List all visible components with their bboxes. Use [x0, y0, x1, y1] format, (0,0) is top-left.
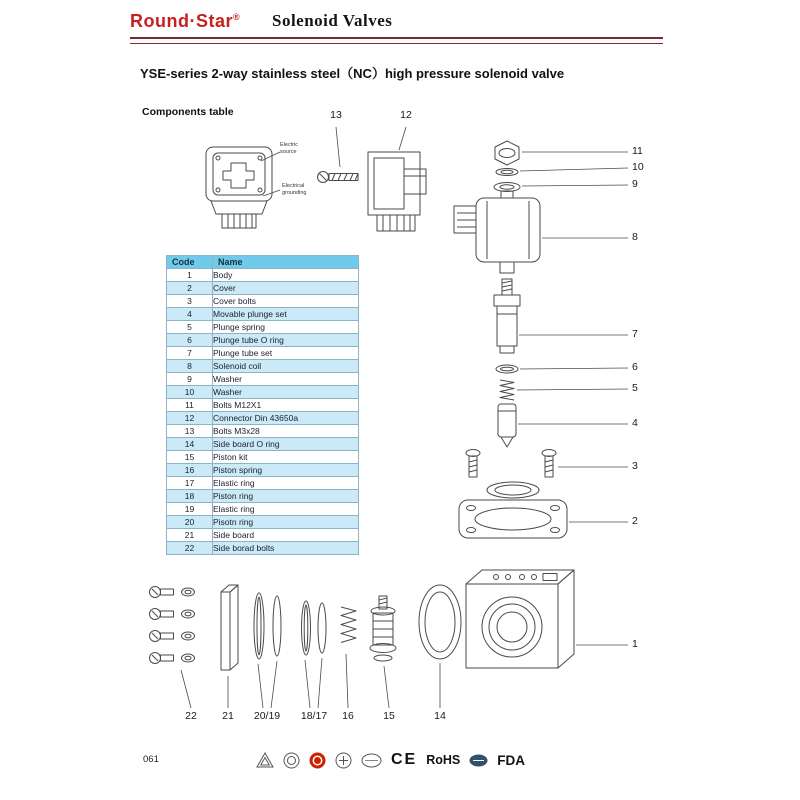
- brand-logo: [130, 11, 240, 32]
- components-table: [166, 255, 359, 555]
- cell-name: Washer: [213, 373, 359, 386]
- table-row: [167, 399, 359, 412]
- part-label-3: 3: [632, 460, 638, 472]
- cell-name: Cover bolts: [213, 295, 359, 308]
- part-label-7: 7: [632, 328, 638, 340]
- table-row: [167, 438, 359, 451]
- part-label-8: 8: [632, 231, 638, 243]
- cell-name: Piston ring: [213, 490, 359, 503]
- part-label-12: 12: [400, 109, 412, 121]
- cell-name: Plunge tube O ring: [213, 334, 359, 347]
- cell-name: Elastic ring: [213, 477, 359, 490]
- fda-mark: FDA: [497, 752, 526, 768]
- table-header-code: Code: [167, 256, 213, 269]
- cell-name: Connector Din 43650a: [213, 412, 359, 425]
- table-row: [167, 425, 359, 438]
- cell-name: Side borad bolts: [213, 542, 359, 555]
- cell-code: 9: [167, 373, 213, 386]
- cell-name: Side board: [213, 529, 359, 542]
- table-row: [167, 347, 359, 360]
- cell-code: 14: [167, 438, 213, 451]
- cell-name: Movable plunge set: [213, 308, 359, 321]
- cell-code: 12: [167, 412, 213, 425]
- cell-name: Piston kit: [213, 451, 359, 464]
- table-row: [167, 308, 359, 321]
- cell-name: Pisotn ring: [213, 516, 359, 529]
- cell-name: Piston spring: [213, 464, 359, 477]
- document-title: Solenoid Valves: [272, 11, 393, 30]
- table-row: [167, 464, 359, 477]
- cell-code: 3: [167, 295, 213, 308]
- cell-code: 11: [167, 399, 213, 412]
- cert-oval-icon: [361, 753, 382, 768]
- header-rule-thin: [130, 43, 663, 44]
- part-label-6: 6: [632, 361, 638, 373]
- certifications-row: [256, 749, 525, 771]
- cell-name: Bolts M3x28: [213, 425, 359, 438]
- part-label-18-17: 18/17: [300, 710, 328, 722]
- cell-name: Plunge spring: [213, 321, 359, 334]
- table-row: [167, 529, 359, 542]
- annotation-electric-source: Electric source: [280, 142, 299, 155]
- cert-circle-icon-1: [283, 752, 300, 769]
- annotation-electrical-grounding: Electrical grounding: [282, 183, 307, 196]
- cell-code: 5: [167, 321, 213, 334]
- rohs-mark: RoHS: [426, 753, 461, 767]
- part-label-13: 13: [330, 109, 342, 121]
- table-row: [167, 516, 359, 529]
- part-label-4: 4: [632, 417, 638, 429]
- part-label-20-19: 20/19: [253, 710, 281, 722]
- table-row: [167, 490, 359, 503]
- cell-code: 17: [167, 477, 213, 490]
- table-row: [167, 386, 359, 399]
- part-label-9: 9: [632, 178, 638, 190]
- ce-mark: CE: [391, 751, 418, 768]
- part-label-11: 11: [632, 145, 643, 157]
- table-row: [167, 412, 359, 425]
- table-header-row: [167, 256, 359, 269]
- table-row: [167, 269, 359, 282]
- cell-name: Washer: [213, 386, 359, 399]
- page-title: YSE-series 2-way stainless steel（NC）high pressure solenoid valve: [140, 66, 565, 81]
- part-label-15: 15: [383, 710, 395, 722]
- part-label-14: 14: [434, 710, 446, 722]
- registered-mark: ®: [233, 12, 241, 22]
- part-label-21: 21: [222, 710, 234, 722]
- cell-code: 13: [167, 425, 213, 438]
- cell-code: 18: [167, 490, 213, 503]
- part-label-16: 16: [342, 710, 354, 722]
- cell-code: 21: [167, 529, 213, 542]
- cell-name: Solenoid coil: [213, 360, 359, 373]
- table-row: [167, 477, 359, 490]
- cell-code: 10: [167, 386, 213, 399]
- cell-name: Plunge tube set: [213, 347, 359, 360]
- cell-code: 20: [167, 516, 213, 529]
- cell-name: Elastic ring: [213, 503, 359, 516]
- cell-code: 16: [167, 464, 213, 477]
- part-label-22: 22: [185, 710, 197, 722]
- table-row: [167, 334, 359, 347]
- cell-name: Cover: [213, 282, 359, 295]
- cell-code: 6: [167, 334, 213, 347]
- cell-name: Side board O ring: [213, 438, 359, 451]
- cell-code: 1: [167, 269, 213, 282]
- table-row: [167, 282, 359, 295]
- cell-code: 19: [167, 503, 213, 516]
- cell-code: 2: [167, 282, 213, 295]
- ccc-mark-icon: [309, 752, 326, 769]
- brand-name: Round·Star: [130, 11, 233, 31]
- table-row: [167, 503, 359, 516]
- cell-code: 4: [167, 308, 213, 321]
- components-table-body: [167, 269, 359, 555]
- part-label-10: 10: [632, 161, 644, 173]
- part-label-1: 1: [632, 638, 638, 650]
- cell-name: Body: [213, 269, 359, 282]
- cert-circle-icon-2: [335, 752, 352, 769]
- table-row: [167, 295, 359, 308]
- header-rule-thick: [130, 37, 663, 39]
- cert-dark-oval-icon: [469, 754, 488, 767]
- table-row: [167, 542, 359, 555]
- part-label-2: 2: [632, 515, 638, 527]
- cell-code: 7: [167, 347, 213, 360]
- page-number: 061: [143, 754, 159, 765]
- part-label-5: 5: [632, 382, 638, 394]
- cert-triangle-icon: [256, 752, 274, 768]
- components-table-label: Components table: [142, 106, 234, 118]
- cell-name: Bolts M12X1: [213, 399, 359, 412]
- table-header-name: Name: [213, 256, 359, 269]
- cell-code: 15: [167, 451, 213, 464]
- table-row: [167, 360, 359, 373]
- table-row: [167, 373, 359, 386]
- cell-code: 8: [167, 360, 213, 373]
- table-row: [167, 321, 359, 334]
- table-row: [167, 451, 359, 464]
- cell-code: 22: [167, 542, 213, 555]
